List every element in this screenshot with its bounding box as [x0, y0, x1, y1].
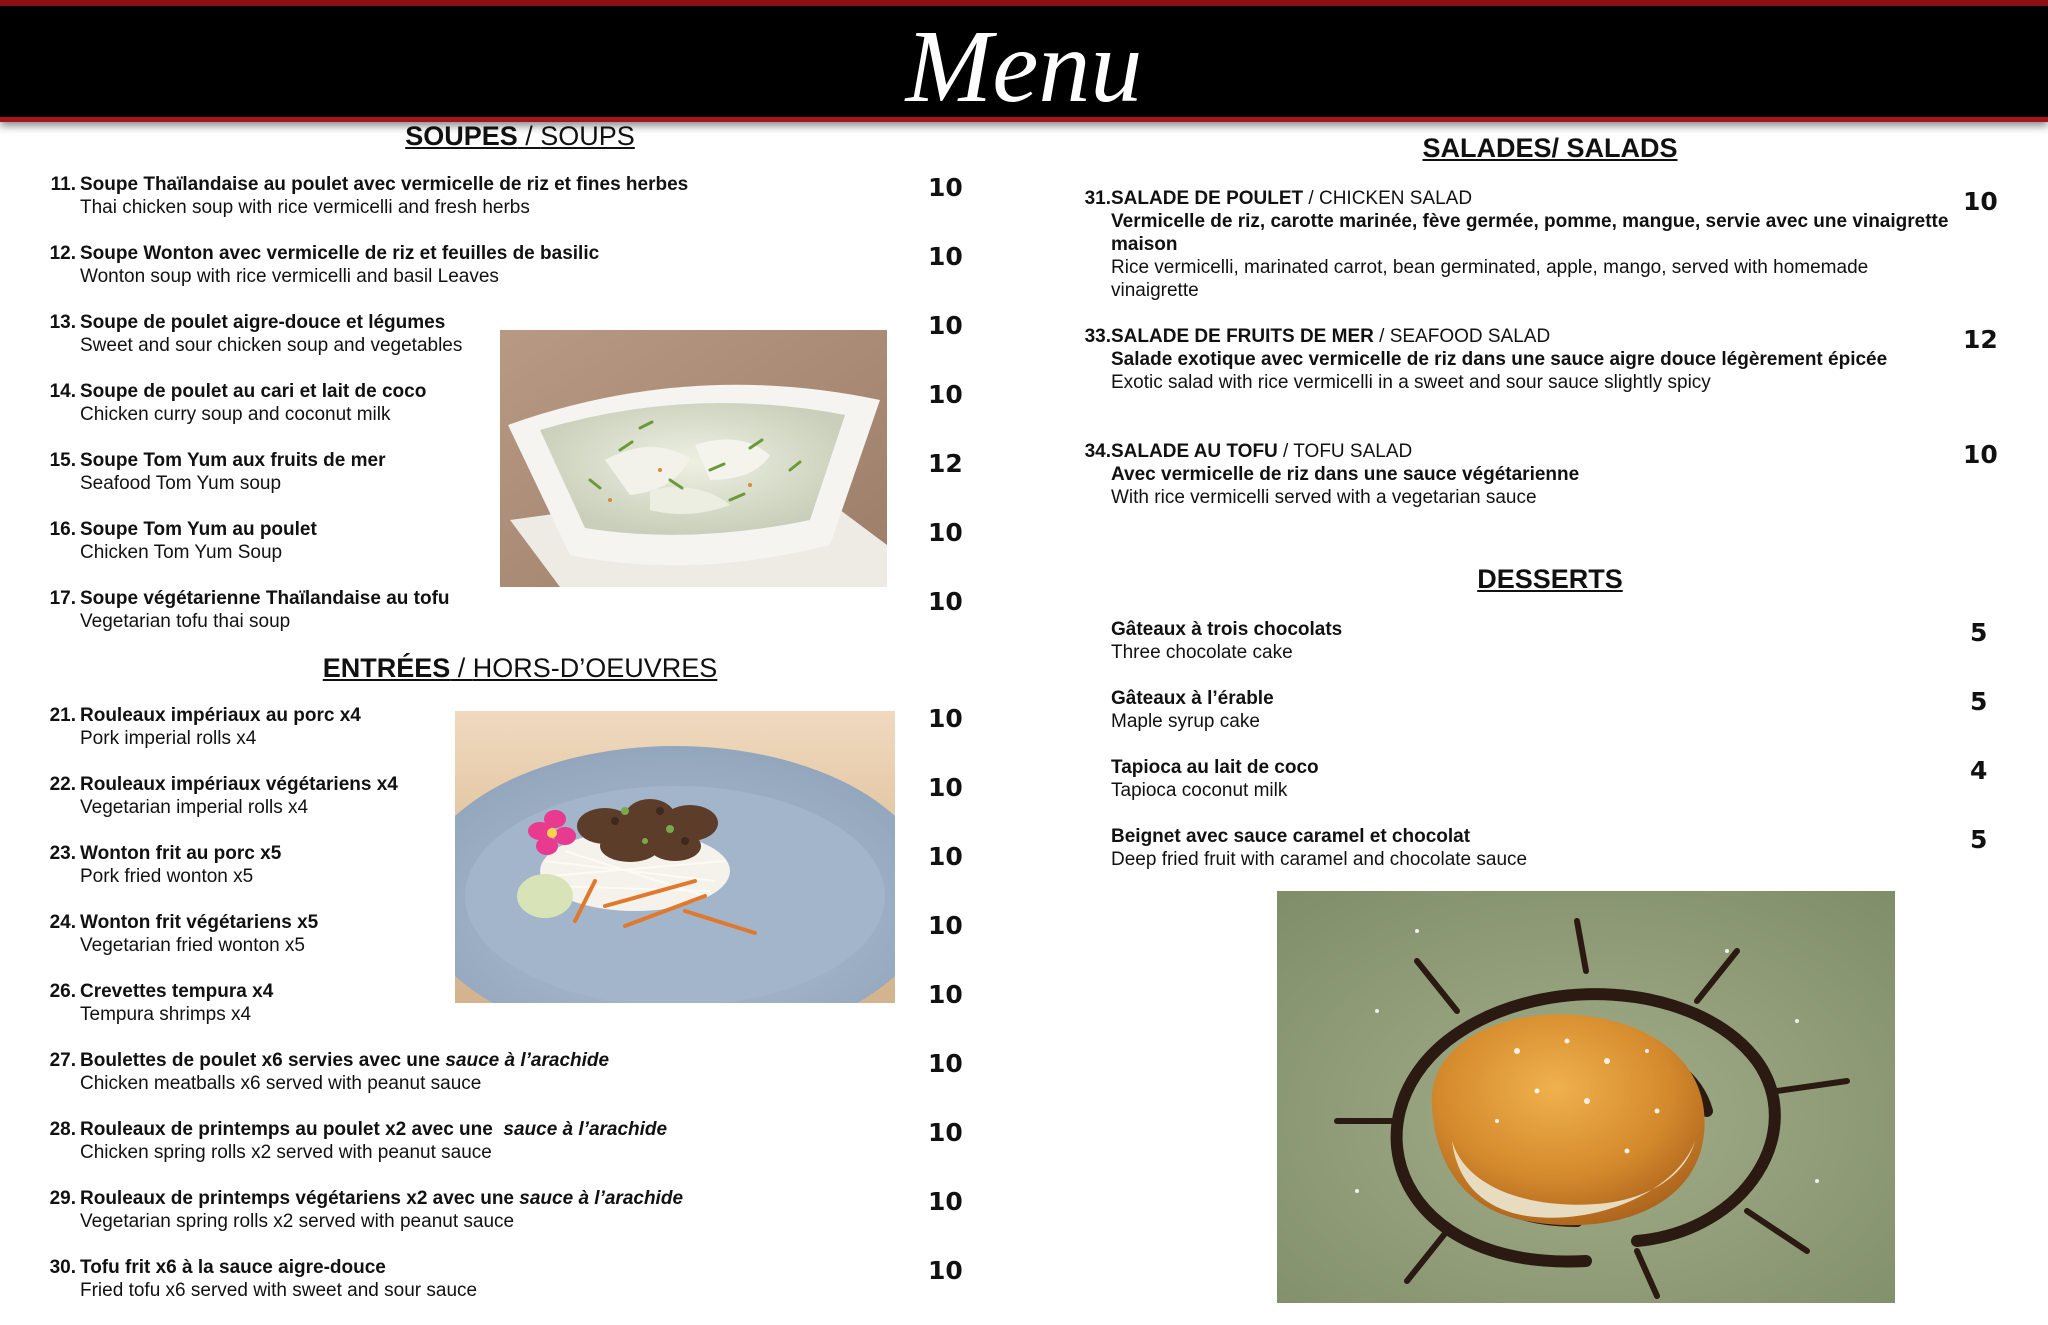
list-item: 13. Soupe de poulet aigre-douce et légumes Sweet and sour chicken soup and vegetables	[49, 312, 463, 356]
entrees-heading: ENTRÉES / HORS-D’OEUVRES	[322, 653, 718, 683]
entrees-heading-en: HORS-D’OEUVRES	[472, 653, 718, 683]
price: 10	[928, 587, 963, 616]
list-item: 16. Soupe Tom Yum au poulet Chicken Tom Yum Soup	[49, 519, 317, 563]
list-item: 31. SALADE DE POULET / CHICKEN SALAD Vermicelle de riz, carotte marinée, fève germée, pomme, mangue, servie avec une vinaigrette maison Rice vermicelli, marinated carrot, bean germinated, apple, mango, served with homemade vinaigrette	[1084, 188, 1949, 301]
list-item: Tapioca au lait de coco Tapioca coconut milk	[1111, 757, 1319, 801]
entrees-heading-fr: ENTRÉES	[322, 653, 451, 683]
price: 10	[1963, 440, 1998, 469]
soups-heading-en: SOUPS	[540, 121, 635, 151]
dessert-beignet-photo	[1277, 891, 1895, 1303]
list-item: 12. Soupe Wonton avec vermicelle de riz et feuilles de basilic Wonton soup with rice vermicelli and basil Leaves	[49, 243, 600, 287]
list-item: 17. Soupe végétarienne Thaïlandaise au tofu Vegetarian tofu thai soup	[49, 588, 450, 632]
price: 10	[928, 311, 963, 340]
list-item: 15. Soupe Tom Yum aux fruits de mer Seafood Tom Yum soup	[49, 450, 386, 494]
price: 10	[928, 704, 963, 733]
price: 5	[1970, 618, 1988, 647]
list-item: 14. Soupe de poulet au cari et lait de coco Chicken curry soup and coconut milk	[49, 381, 427, 425]
list-item: 23. Wonton frit au porc x5 Pork fried wonton x5	[49, 843, 282, 887]
price: 10	[928, 980, 963, 1009]
menu-header-bar	[0, 0, 2048, 122]
price: 10	[928, 1256, 963, 1285]
price: 5	[1970, 687, 1988, 716]
price: 10	[928, 911, 963, 940]
list-item: Beignet avec sauce caramel et chocolat Deep fried fruit with caramel and chocolate sauce	[1111, 826, 1528, 870]
price: 10	[928, 773, 963, 802]
price: 10	[928, 518, 963, 547]
list-item: 29. Rouleaux de printemps végétariens x2 avec une sauce à l’arachide Vegetarian spring rolls x2 served with peanut sauce	[49, 1188, 684, 1232]
price: 5	[1970, 825, 1988, 854]
desserts-heading: DESSERTS	[1477, 564, 1623, 594]
price: 12	[928, 449, 963, 478]
list-item: 26. Crevettes tempura x4 Tempura shrimps x4	[49, 981, 274, 1025]
list-item: 21. Rouleaux impériaux au porc x4 Pork imperial rolls x4	[49, 705, 361, 749]
price: 10	[928, 842, 963, 871]
soups-heading: SOUPES / SOUPS	[405, 121, 635, 151]
soup-bowl-photo	[500, 330, 887, 587]
salads-heading: SALADES/ SALADS	[1422, 133, 1678, 163]
list-item: Gâteaux à l’érable Maple syrup cake	[1111, 688, 1274, 732]
list-item: 24. Wonton frit végétariens x5 Vegetarian fried wonton x5	[49, 912, 319, 956]
price: 4	[1970, 756, 1988, 785]
price: 10	[928, 1118, 963, 1147]
price: 10	[1963, 187, 1998, 216]
price: 10	[928, 1049, 963, 1078]
list-item: 33. SALADE DE FRUITS DE MER / SEAFOOD SALAD Salade exotique avec vermicelle de riz dans une sauce aigre douce légèrement épicée Exotic salad with rice vermicelli in a sweet and sour sauce slightly spicy	[1084, 326, 1888, 393]
list-item: Gâteaux à trois chocolats Three chocolate cake	[1111, 619, 1343, 663]
menu-title: Menu	[905, 9, 1143, 124]
list-item: 30. Tofu frit x6 à la sauce aigre-douce Fried tofu x6 served with sweet and sour sauce	[49, 1257, 478, 1301]
list-item: 27. Boulettes de poulet x6 servies avec une sauce à l’arachide Chicken meatballs x6 served with peanut sauce	[49, 1050, 610, 1094]
list-item: 28. Rouleaux de printemps au poulet x2 avec une sauce à l’arachide Chicken spring rolls x2 served with peanut sauce	[49, 1119, 668, 1163]
price: 12	[1963, 325, 1998, 354]
price: 10	[928, 242, 963, 271]
price: 10	[928, 1187, 963, 1216]
soups-heading-fr: SOUPES	[405, 121, 518, 151]
price: 10	[928, 173, 963, 202]
list-item: 34. SALADE AU TOFU / TOFU SALAD Avec vermicelle de riz dans une sauce végétarienne With rice vermicelli served with a vegetarian sauce	[1084, 441, 1580, 508]
list-item: 11. Soupe Thaïlandaise au poulet avec vermicelle de riz et fines herbes Thai chicken soup with rice vermicelli and fresh herbs	[50, 174, 689, 218]
entree-plate-photo	[455, 711, 895, 1003]
list-item: 22. Rouleaux impériaux végétariens x4 Vegetarian imperial rolls x4	[49, 774, 398, 818]
price: 10	[928, 380, 963, 409]
